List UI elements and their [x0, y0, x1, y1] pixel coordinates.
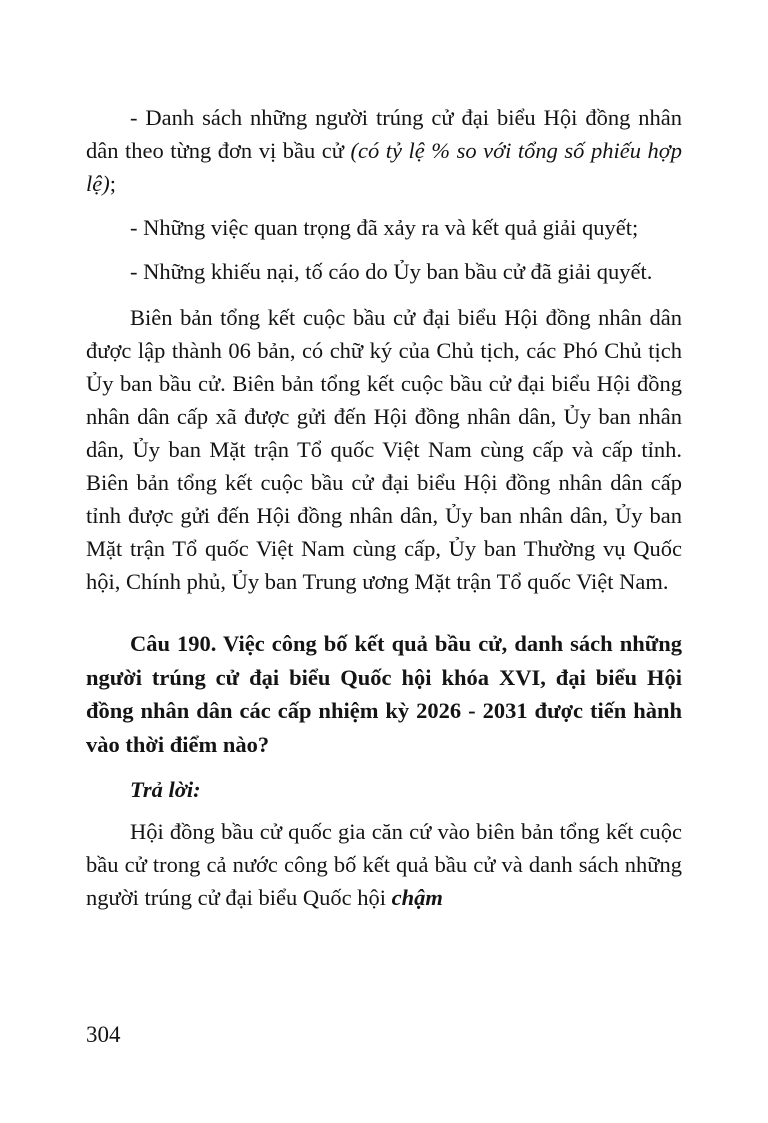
bullet-item-complaints: - Những khiếu nại, tố cáo do Ủy ban bầu cử đã giải quyết.	[130, 259, 653, 284]
page-number: 304	[86, 1022, 121, 1047]
main-paragraph: Biên bản tổng kết cuộc bầu cử đại biểu Hội đồng nhân dân được lập thành 06 bản, có chữ ký của Chủ tịch, các Phó Chủ tịch Ủy ban bầu cử. Biên bản tổng kết cuộc bầu cử đại biểu Hội đồng nhân dân cấp xã được gửi đến Hội đồng nhân dân, Ủy ban nhân dân, Ủy ban Mặt trận Tổ quốc Việt Nam cùng cấp và cấp tỉnh. Biên bản tổng kết cuộc bầu cử đại biểu Hội đồng nhân dân cấp tỉnh được gửi đến Hội đồng nhân dân, Ủy ban nhân dân, Ủy ban Mặt trận Tổ quốc Việt Nam cùng cấp, Ủy ban Thường vụ Quốc hội, Chính phủ, Ủy ban Trung ương Mặt trận Tổ quốc Việt Nam.	[86, 305, 682, 594]
answer-emphasis: chậm	[391, 885, 443, 910]
bullet-item-important-events: - Những việc quan trọng đã xảy ra và kết quả giải quyết;	[130, 215, 639, 240]
answer-text: Hội đồng bầu cử quốc gia căn cứ vào biên bản tổng kết cuộc bầu cử trong cả nước công bố kết quả bầu cử và danh sách những người trúng cử đại biểu Quốc hội	[86, 819, 682, 910]
question-heading: Câu 190. Việc công bố kết quả bầu cử, danh sách những người trúng cử đại biểu Quốc hội khóa XVI, đại biểu Hội đồng nhân dân các cấp nhiệm kỳ 2026 - 2031 được tiến hành vào thời điểm nào?	[86, 631, 682, 757]
answer-paragraph	[86, 815, 682, 914]
bullet-italic-note: (có tỷ lệ % so với tổng số phiếu hợp lệ)	[86, 138, 682, 196]
answer-label: Trả lời:	[130, 777, 201, 802]
bullet-text: - Danh sách những người trúng cử đại biểu Hội đồng nhân dân theo từng đơn vị bầu cử	[86, 105, 682, 163]
bullet-tail: ;	[109, 171, 116, 196]
bullet-item-winner-list	[86, 101, 682, 200]
document-page	[86, 101, 682, 925]
